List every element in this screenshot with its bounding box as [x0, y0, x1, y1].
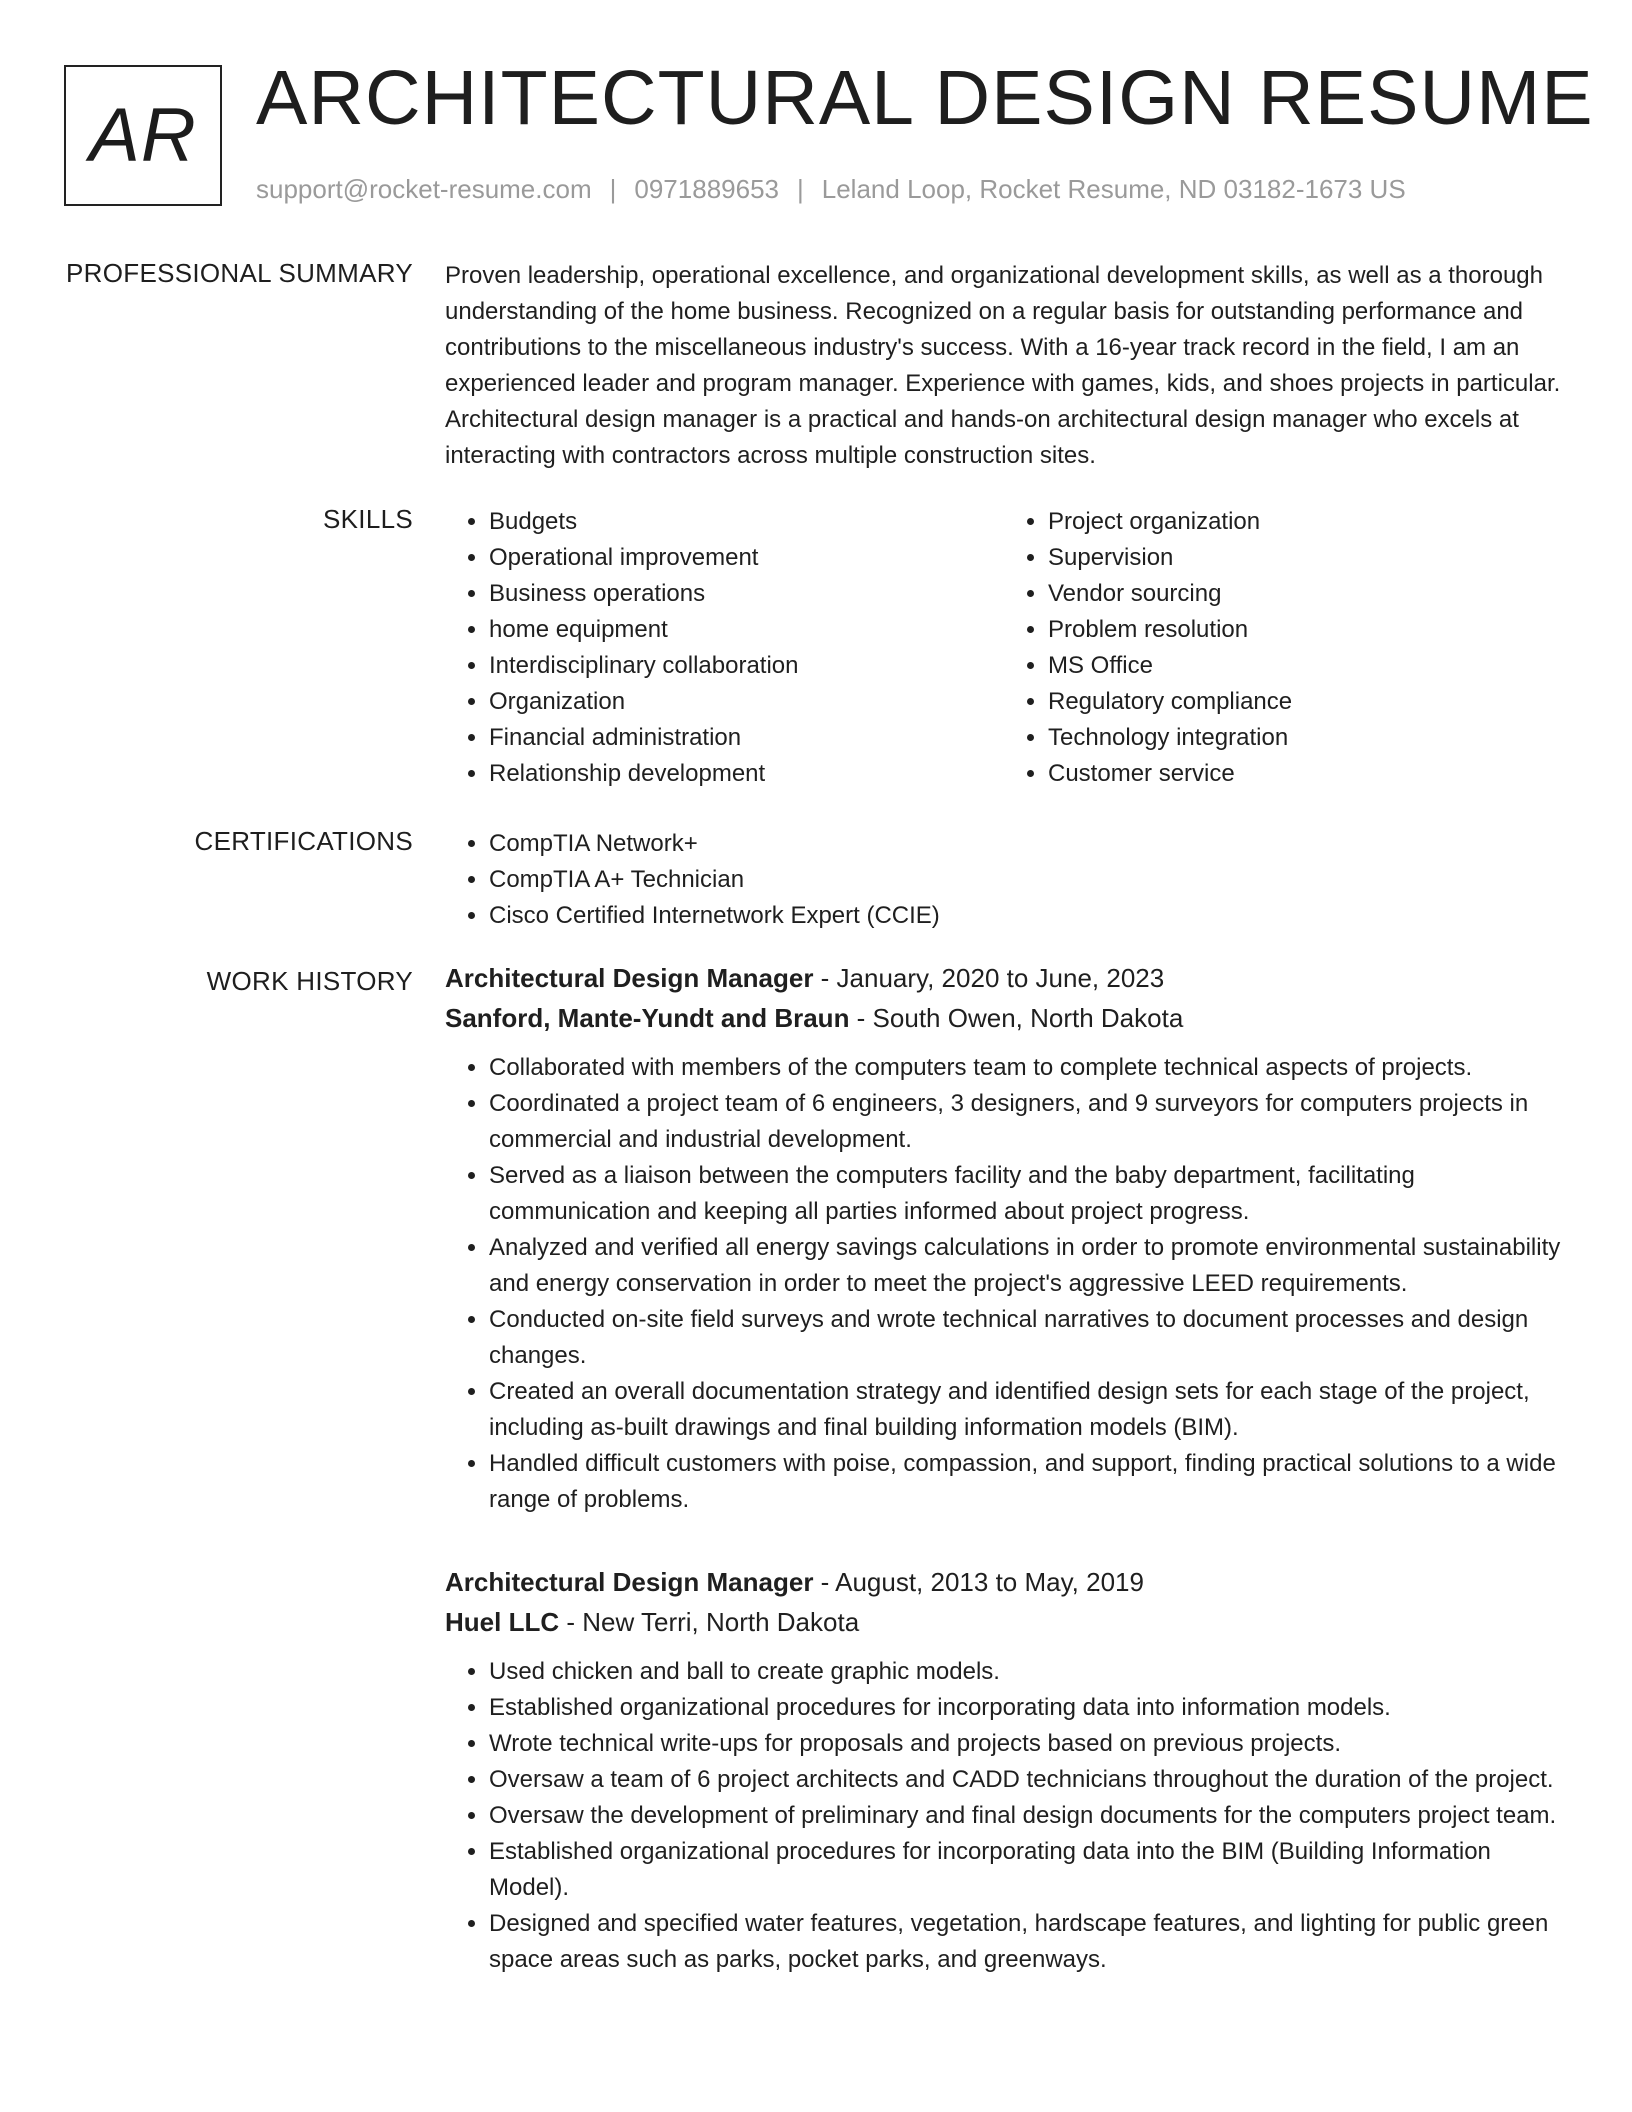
work-history-body [445, 958, 1563, 2022]
list-item: • Cisco Certified Internetwork Expert (CCIE) [489, 898, 1563, 934]
job-company-line [445, 998, 1563, 1038]
skills-list-right [1004, 504, 1563, 792]
list-item: • Business operations [489, 576, 1004, 612]
job-dates: - January, 2020 to June, 2023 [813, 963, 1165, 993]
contact-line [256, 174, 1406, 205]
job-duties-list [445, 1050, 1563, 1518]
job-title-line [445, 958, 1563, 998]
contact-address: Leland Loop, Rocket Resume, ND 03182-1673 US [821, 174, 1406, 204]
list-item: • Supervision [1048, 540, 1563, 576]
list-item: • Financial administration [489, 720, 1004, 756]
certifications-body [445, 826, 1563, 934]
list-item: • Vendor sourcing [1048, 576, 1563, 612]
list-item: • Oversaw the development of preliminary and final design documents for the computers project team. [489, 1798, 1563, 1834]
list-item: • home equipment [489, 612, 1004, 648]
list-item: • Analyzed and verified all energy savings calculations in order to promote environmental sustainability and energy conservation in order to meet the project's aggressive LEED requirements. [489, 1230, 1563, 1302]
list-item: • Interdisciplinary collaboration [489, 648, 1004, 684]
section-label-summary: PROFESSIONAL SUMMARY [66, 258, 413, 288]
job-title: Architectural Design Manager [445, 963, 814, 993]
list-item: • Designed and specified water features, vegetation, hardscape features, and lighting for public green space areas such as parks, pocket parks, and greenways. [489, 1906, 1563, 1978]
section-label-skills: SKILLS [323, 504, 413, 534]
job-dates: - August, 2013 to May, 2019 [813, 1567, 1144, 1597]
job-location: - South Owen, North Dakota [849, 1003, 1184, 1033]
list-item: • Used chicken and ball to create graphic models. [489, 1654, 1563, 1690]
skills-columns [445, 504, 1563, 792]
list-item: • Operational improvement [489, 540, 1004, 576]
job-duties-list [445, 1654, 1563, 1978]
job-title: Architectural Design Manager [445, 1567, 814, 1597]
section-label-work-history: WORK HISTORY [206, 966, 413, 996]
job-entry [445, 958, 1563, 1518]
skills-list-left [445, 504, 1004, 792]
list-item: • Organization [489, 684, 1004, 720]
job-company: Huel LLC [445, 1607, 560, 1637]
job-entry [445, 1562, 1563, 1978]
list-item: • Coordinated a project team of 6 engineers, 3 designers, and 9 surveyors for computers projects in commercial and industrial development. [489, 1086, 1563, 1158]
list-item: • Technology integration [1048, 720, 1563, 756]
list-item: • CompTIA Network+ [489, 826, 1563, 862]
summary-text: Proven leadership, operational excellence, and organizational development skills, as well as a thorough understanding of the home business. Recognized on a regular basis for outstanding performance and contributions to the miscellaneous industry's success. With a 16-year track record in the field, I am an experienced leader and program manager. Experience with games, kids, and shoes projects in particular. Architectural design manager is a practical and hands-on architectural design manager who excels at interacting with contractors across multiple construction sites. [445, 262, 1561, 469]
list-item: • Established organizational procedures for incorporating data into information models. [489, 1690, 1563, 1726]
monogram-initials: AR [89, 93, 197, 178]
list-item: • MS Office [1048, 648, 1563, 684]
job-company: Sanford, Mante-Yundt and Braun [445, 1003, 850, 1033]
monogram-box [64, 65, 222, 206]
list-item: • Customer service [1048, 756, 1563, 792]
resume-title: ARCHITECTURAL DESIGN RESUME [256, 55, 1594, 141]
list-item: • Established organizational procedures for incorporating data into the BIM (Building Information Model). [489, 1834, 1563, 1906]
list-item: • Regulatory compliance [1048, 684, 1563, 720]
contact-separator: | [609, 174, 617, 204]
job-location: - New Terri, North Dakota [559, 1607, 860, 1637]
contact-phone: 0971889653 [634, 174, 779, 204]
certifications-list [445, 826, 1563, 934]
contact-separator: | [797, 174, 804, 204]
list-item: • Relationship development [489, 756, 1004, 792]
list-item: • Wrote technical write-ups for proposals and projects based on previous projects. [489, 1726, 1563, 1762]
list-item: • Created an overall documentation strategy and identified design sets for each stage of the project, including as-built drawings and final building information models (BIM). [489, 1374, 1563, 1446]
list-item: • Project organization [1048, 504, 1563, 540]
list-item: • Handled difficult customers with poise, compassion, and support, finding practical solutions to a wide range of problems. [489, 1446, 1563, 1518]
list-item: • Served as a liaison between the computers facility and the baby department, facilitating communication and keeping all parties informed about project progress. [489, 1158, 1563, 1230]
job-company-line [445, 1602, 1563, 1642]
list-item: • Conducted on-site field surveys and wrote technical narratives to document processes and design changes. [489, 1302, 1563, 1374]
job-title-line [445, 1562, 1563, 1602]
list-item: • CompTIA A+ Technician [489, 862, 1563, 898]
list-item: • Collaborated with members of the computers team to complete technical aspects of projects. [489, 1050, 1563, 1086]
list-item: • Problem resolution [1048, 612, 1563, 648]
summary-body [445, 258, 1563, 474]
contact-email: support@rocket-resume.com [256, 174, 592, 204]
section-label-certifications: CERTIFICATIONS [194, 826, 413, 856]
list-item: • Budgets [489, 504, 1004, 540]
list-item: • Oversaw a team of 6 project architects and CADD technicians throughout the duration of the project. [489, 1762, 1563, 1798]
